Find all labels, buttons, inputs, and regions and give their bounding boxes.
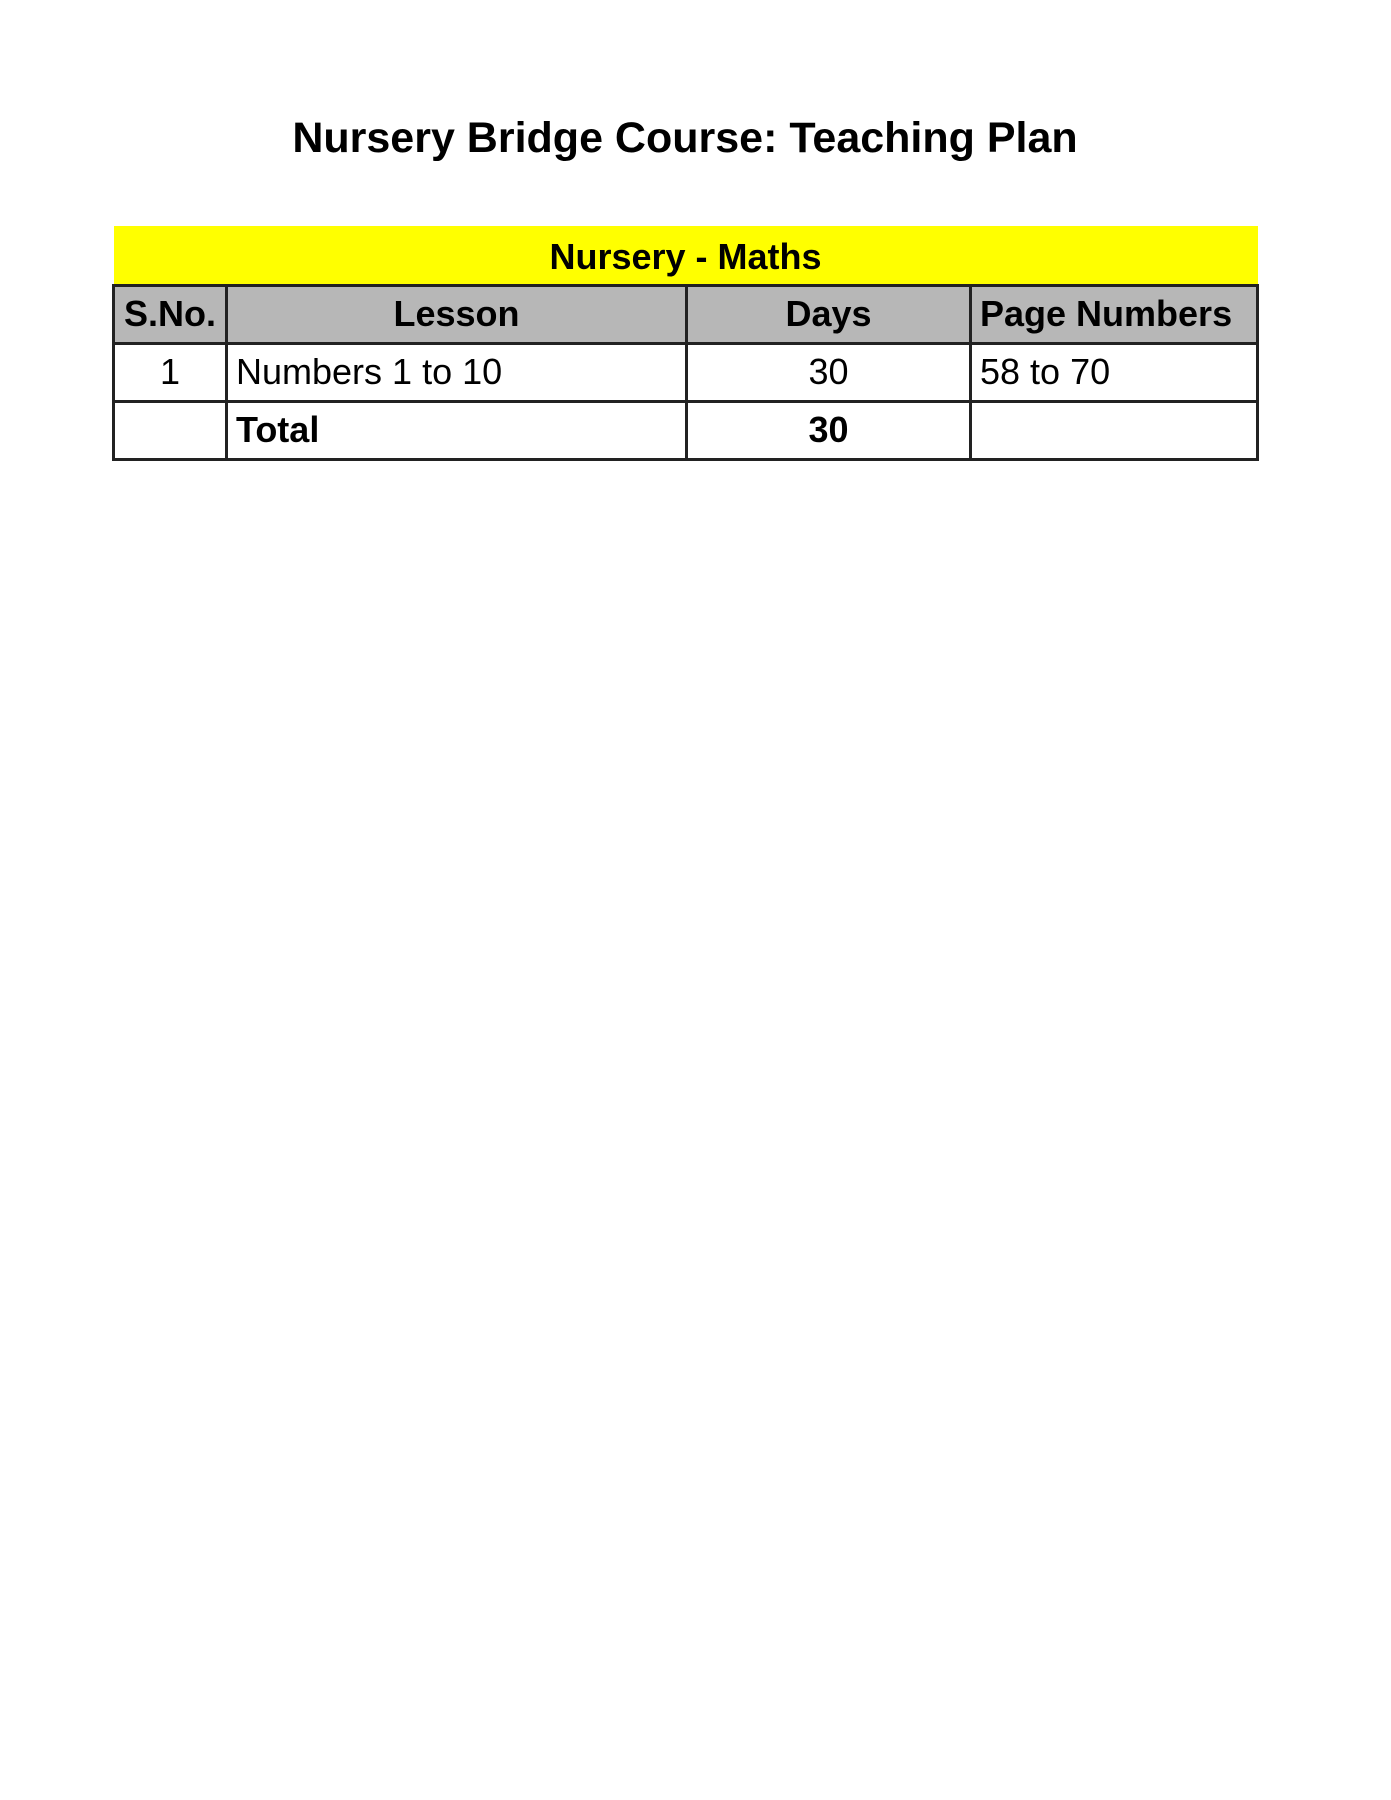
teaching-plan-table [112, 226, 1259, 461]
page-title: Nursery Bridge Course: Teaching Plan [292, 114, 1078, 162]
cell-lesson: Numbers 1 to 10 [227, 343, 687, 401]
header-days: Days [687, 285, 971, 343]
total-row [114, 401, 1258, 459]
table-row [114, 343, 1258, 401]
header-page-numbers: Page Numbers [971, 285, 1258, 343]
section-header-row [114, 226, 1258, 285]
header-sno: S.No. [114, 285, 227, 343]
total-days: 30 [687, 401, 971, 459]
cell-page-numbers: 58 to 70 [971, 343, 1258, 401]
header-lesson: Lesson [227, 285, 687, 343]
total-sno [114, 401, 227, 459]
cell-sno: 1 [114, 343, 227, 401]
total-page-numbers [971, 401, 1258, 459]
cell-days: 30 [687, 343, 971, 401]
total-label: Total [227, 401, 687, 459]
section-title: Nursery - Maths [114, 226, 1258, 285]
column-header-row [114, 285, 1258, 343]
